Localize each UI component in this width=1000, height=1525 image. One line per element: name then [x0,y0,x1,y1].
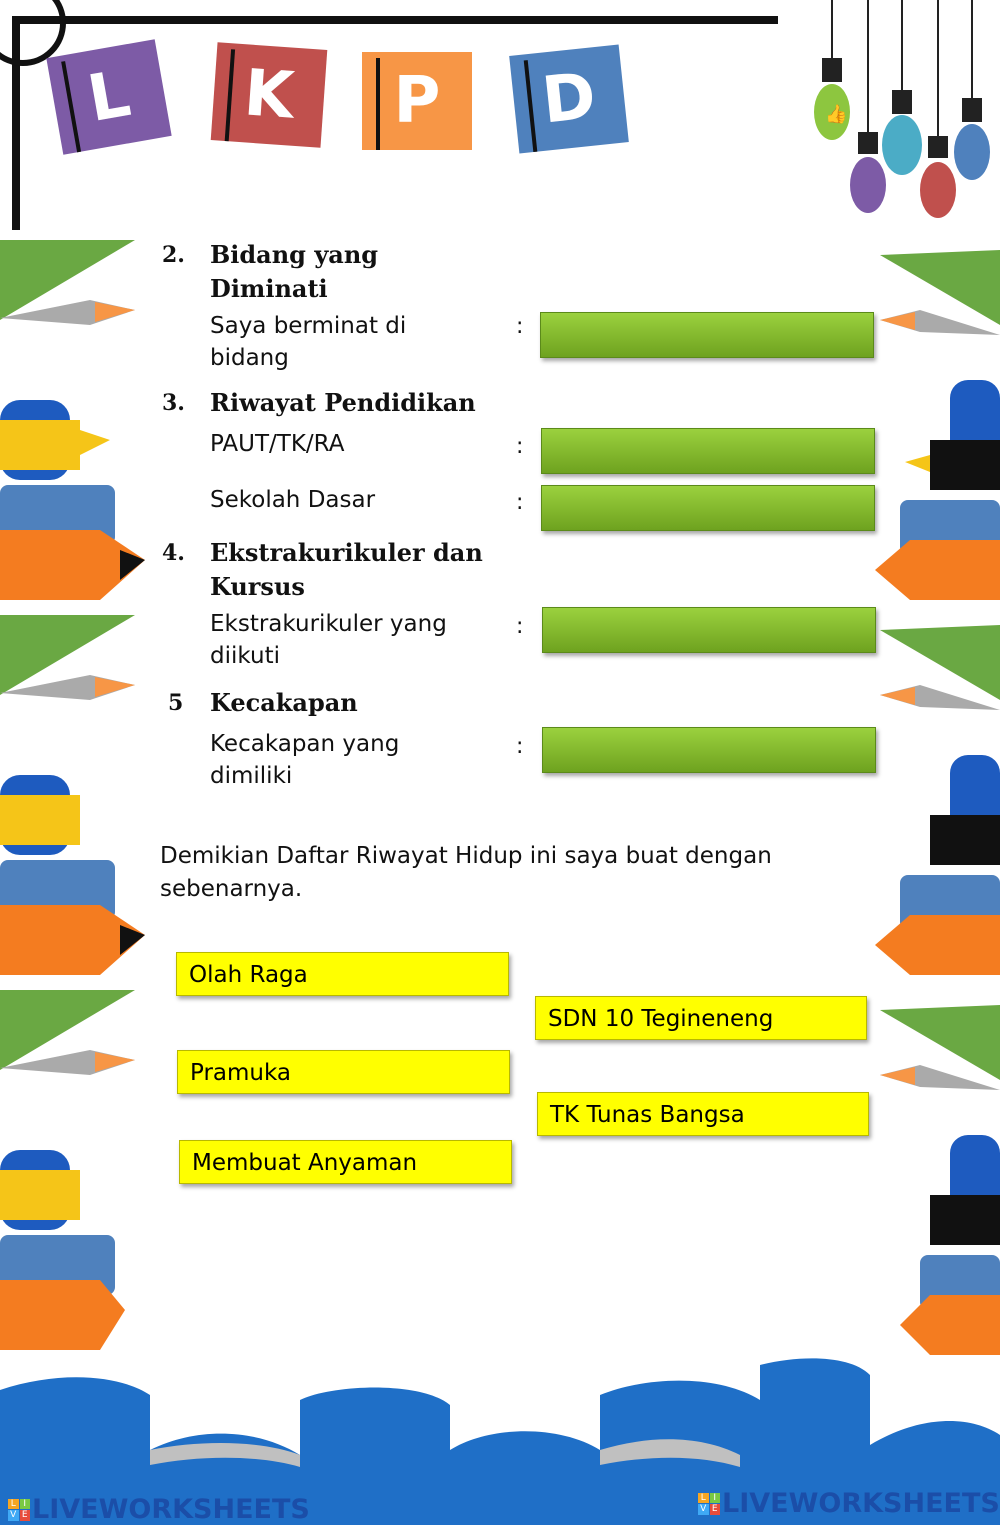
bulb-glasses-icon [920,136,956,218]
answer-chip-membuat-anyaman[interactable]: Membuat Anyaman [179,1140,512,1184]
section-heading [210,686,358,720]
field-label [210,728,399,792]
title-letter: P [393,64,441,138]
field-label [210,428,344,460]
liveworksheets-logo-icon: L I V E [698,1493,720,1515]
field-label [210,310,406,374]
title-tile-p [362,52,472,150]
closing-line: Demikian Daftar Riwayat Hidup ini saya buat dengan [160,843,772,869]
bulb-idea-icon [850,132,886,213]
field-label-line: bidang [210,345,289,371]
section-heading-line: Kursus [210,572,305,601]
field-colon: : [516,614,524,639]
section-number: 3. [162,390,185,416]
bulb-gears-icon [954,98,990,180]
left-tools-decoration [0,240,150,1370]
field-label-line: Saya berminat di [210,313,407,339]
closing-line: sebenarnya. [160,876,303,902]
title-tile-k [211,42,328,147]
liveworksheets-logo-icon: L I V E [8,1499,30,1521]
answer-chip-sdn-10[interactable]: SDN 10 Tegineneng [535,996,867,1040]
section-heading [210,386,476,420]
section-number: 2. [162,242,185,268]
section-heading-line: Riwayat Pendidikan [210,388,476,417]
section-heading-line: Diminati [210,274,328,303]
title-letter: L [82,57,136,137]
field-colon: : [516,734,524,759]
field-label-line: dimiliki [210,763,293,789]
field-colon: : [516,314,524,339]
section-heading [210,238,378,306]
watermark-text: LIVEWORKSHEETS [722,1488,1000,1519]
field-label-line: Ekstrakurikuler yang [210,611,447,637]
section-heading-line: Kecakapan [210,688,358,717]
section-heading-line: Ekstrakurikuler dan [210,538,483,567]
field-label [210,484,375,516]
ruler-triangle-icon [880,250,1000,325]
pen-icon [905,380,1000,490]
title-tile-d [509,45,629,154]
field-colon: : [516,490,524,515]
answer-chip-tk-tunas-bangsa[interactable]: TK Tunas Bangsa [537,1092,869,1136]
pencil-icon [0,530,145,600]
answer-chip-pramuka[interactable]: Pramuka [177,1050,510,1094]
answer-dropzone-sekolah-dasar[interactable] [541,485,875,531]
section-number: 4. [162,540,185,566]
pencil-icon [875,540,1000,600]
bulb-thumbs-up-icon [814,58,850,140]
frame-top-line [12,16,778,24]
watermark-text: LIVEWORKSHEETS [32,1494,310,1525]
section-heading-line: Bidang yang [210,240,379,269]
field-label-line: PAUT/TK/RA [210,431,345,457]
svg-text:👍: 👍 [825,104,848,125]
closing-statement [160,840,860,906]
field-label-line: Sekolah Dasar [210,487,376,513]
right-tools-decoration [870,250,1000,1370]
section-heading [210,536,483,604]
watermark-right [698,1488,1000,1519]
pen-icon [0,400,110,480]
field-label-line: diikuti [210,643,280,669]
answer-dropzone-paut[interactable] [541,428,875,474]
light-bulbs-decoration [800,0,1000,230]
answer-chip-olah-raga[interactable]: Olah Raga [176,952,509,996]
section-number: 5 [168,690,184,716]
watermark-left [8,1494,310,1525]
answer-dropzone-kecakapan[interactable] [542,727,876,773]
answer-dropzone-ekstrakurikuler[interactable] [542,607,876,653]
field-label [210,608,447,672]
field-label-line: Kecakapan yang [210,731,400,757]
answer-dropzone-bidang[interactable] [540,312,874,358]
field-colon: : [516,434,524,459]
title-letter: K [241,56,297,134]
title-letter: D [538,59,600,139]
bulb-people-icon [882,90,922,175]
title-tile-l [46,39,171,155]
